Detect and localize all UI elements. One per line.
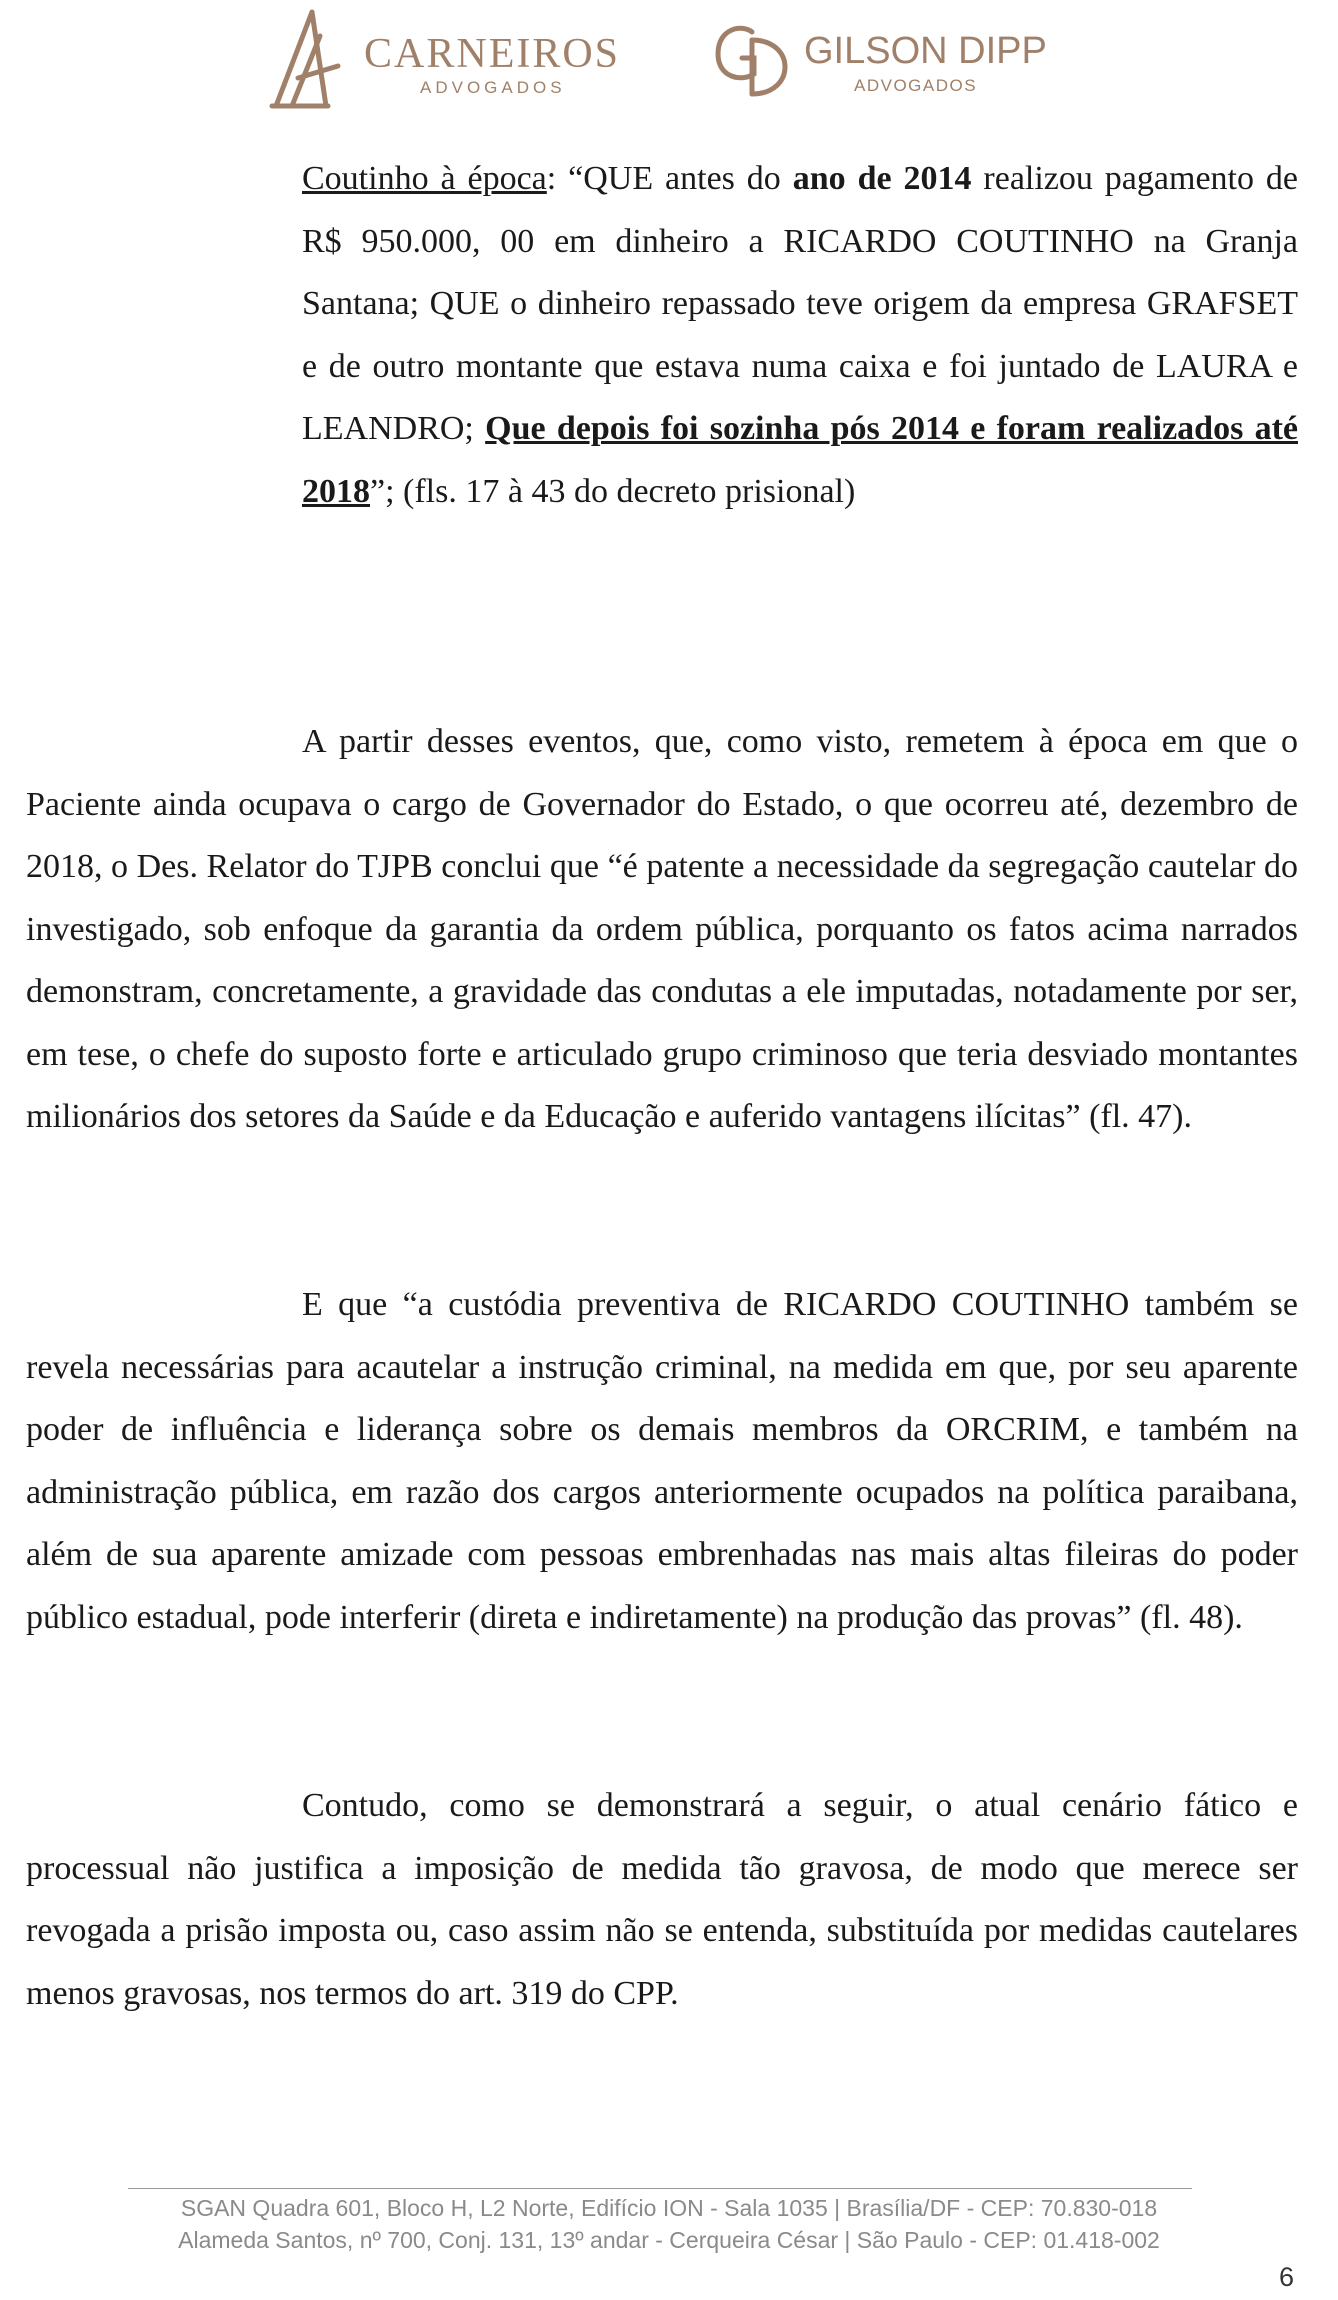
footer-divider (128, 2188, 1192, 2189)
body-paragraph-3: Contudo, como se demonstrará a seguir, o atual cenário fático e processual não justifica a imposição de medida tão gravosa, de modo que merece ser revogada a prisão imposta ou, caso assim não se entenda, substituída por medidas cautelares menos gravosas, nos termos do art. 319 do CPP. (26, 1787, 1298, 2012)
carneiros-logo (268, 6, 628, 114)
footer-address-brasilia: SGAN Quadra 601, Bloco H, L2 Norte, Edifício ION - Sala 1035 | Brasília/DF - CEP: 70.830-018 (180, 2195, 1158, 2221)
gilson-dipp-logo (712, 20, 1072, 100)
quote-text-2: realizou pagamento de R$ 950.000, 00 em dinheiro a RICARDO COUTINHO na Granja Santana; QUE o dinheiro repassado teve origem da empresa GRAFSET e de outro montante que estava numa caixa e foi juntado de LAURA e LEANDRO; (302, 160, 1298, 447)
body-paragraph-2: E que “a custódia preventiva de RICARDO COUTINHO também se revela necessárias para acautelar a instrução criminal, na medida em que, por seu aparente poder de influência e liderança sobre os demais membros da ORCRIM, e também na administração pública, em razão dos cargos anteriormente ocupados na política paraibana, além de sua aparente amizade com pessoas embrenhadas nas mais altas fileiras do poder público estadual, pode interferir (direta e indiretamente) na produção das provas” (fl. 48). (26, 1286, 1298, 1636)
quote-underlined-text: Coutinho à época (302, 160, 547, 197)
quote-text-1: : “QUE antes do (546, 160, 793, 197)
carneiros-logo-subtitle: ADVOGADOS (420, 78, 566, 97)
gilson-dipp-logo-name: GILSON DIPP (804, 30, 1047, 72)
body-paragraph-1: A partir desses eventos, que, como visto, remetem à época em que o Paciente ainda ocupava o cargo de Governador do Estado, o que ocorreu até, dezembro de 2018, o Des. Relator do TJPB conclui que “é patente a necessidade da segregação cautelar do investigado, sob enfoque da garantia da ordem pública, porquanto os fatos acima narrados demonstram, concretamente, a gravidade das condutas a ele imputadas, notadamente por ser, em tese, o chefe do suposto forte e articulado grupo criminoso que teria desviado montantes milionários dos setores da Saúde e da Educação e auferido vantagens ilícitas” (fl. 47). (26, 723, 1298, 1135)
quote-text-3: ”; (fls. 17 à 43 do decreto prisional) (370, 472, 856, 510)
gd-monogram-icon (712, 20, 798, 100)
quote-block (302, 148, 1298, 523)
gilson-dipp-logo-subtitle: ADVOGADOS (854, 76, 978, 95)
quote-bold-underlined-text: Que depois foi sozinha pós 2014 e foram realizados até 2018 (302, 410, 1298, 510)
quote-bold-text: ano de 2014 (792, 160, 972, 197)
carneiros-monogram-icon (268, 6, 358, 114)
carneiros-logo-name: CARNEIROS (364, 31, 621, 77)
page-number: 6 (1278, 2262, 1294, 2292)
footer-address-sao-paulo: Alameda Santos, nº 700, Conj. 131, 13º andar - Cerqueira César | São Paulo - CEP: 01.418-002 (178, 2227, 1160, 2253)
